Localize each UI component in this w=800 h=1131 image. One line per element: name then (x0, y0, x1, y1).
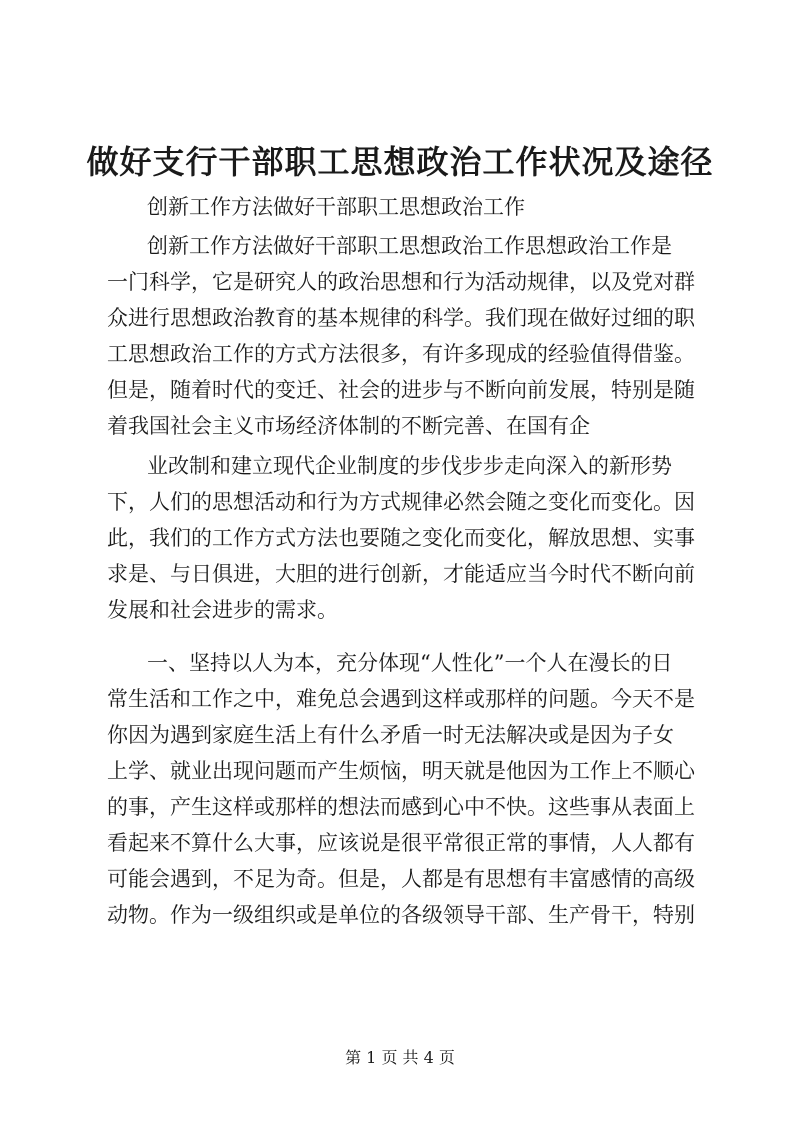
paragraph-line: 发展和社会进步的需求。 (107, 598, 338, 622)
document-title: 做好支行干部职工思想政治工作状况及途径 (86, 143, 714, 181)
paragraph-line: 着我国社会主义市场经济体制的不断完善、在国有企 (107, 414, 590, 438)
paragraph-line: 动物。作为一级组织或是单位的各级领导干部、生产骨干，特别 (107, 903, 695, 927)
document-subtitle: 创新工作方法做好干部职工思想政治工作 (147, 195, 525, 219)
paragraph-1 (107, 228, 707, 444)
paragraph-line: 你因为遇到家庭生活上有什么矛盾一时无法解决或是因为子女 (107, 723, 674, 747)
paragraph-line: 业改制和建立现代企业制度的步伐步步走向深入的新形势 (147, 454, 672, 478)
paragraph-line: 此，我们的工作方式方法也要随之变化而变化，解放思想、实事 (107, 526, 695, 550)
paragraph-line: 可能会遇到，不足为奇。但是，人都是有思想有丰富感情的高级 (107, 867, 695, 891)
paragraph-2 (107, 448, 707, 628)
paragraph-line: 一、坚持以人为本，充分体现“人性化”一个人在漫长的日 (147, 651, 673, 675)
paragraph-line: 众进行思想政治教育的基本规律的科学。我们现在做好过细的职 (107, 306, 695, 330)
paragraph-line: 工思想政治工作的方式方法很多，有许多现成的经验值得借鉴。 (107, 342, 695, 366)
paragraph-3 (107, 645, 707, 933)
paragraph-line: 常生活和工作之中，难免总会遇到这样或那样的问题。今天不是 (107, 687, 695, 711)
page-number-footer: 第 1 页 共 4 页 (345, 1048, 455, 1067)
paragraph-line: 求是、与日俱进，大胆的进行创新，才能适应当今时代不断向前 (107, 562, 695, 586)
paragraph-line: 创新工作方法做好干部职工思想政治工作思想政治工作是 (147, 234, 672, 258)
paragraph-line: 一门科学，它是研究人的政治思想和行为活动规律，以及党对群 (107, 270, 695, 294)
paragraph-line: 看起来不算什么大事，应该说是很平常很正常的事情，人人都有 (107, 831, 695, 855)
paragraph-line: 上学、就业出现问题而产生烦恼，明天就是他因为工作上不顺心 (107, 759, 695, 783)
paragraph-line: 下，人们的思想活动和行为方式规律必然会随之变化而变化。因 (107, 490, 695, 514)
paragraph-line: 但是，随着时代的变迁、社会的进步与不断向前发展，特别是随 (107, 378, 695, 402)
paragraph-line: 的事，产生这样或那样的想法而感到心中不快。这些事从表面上 (107, 795, 695, 819)
